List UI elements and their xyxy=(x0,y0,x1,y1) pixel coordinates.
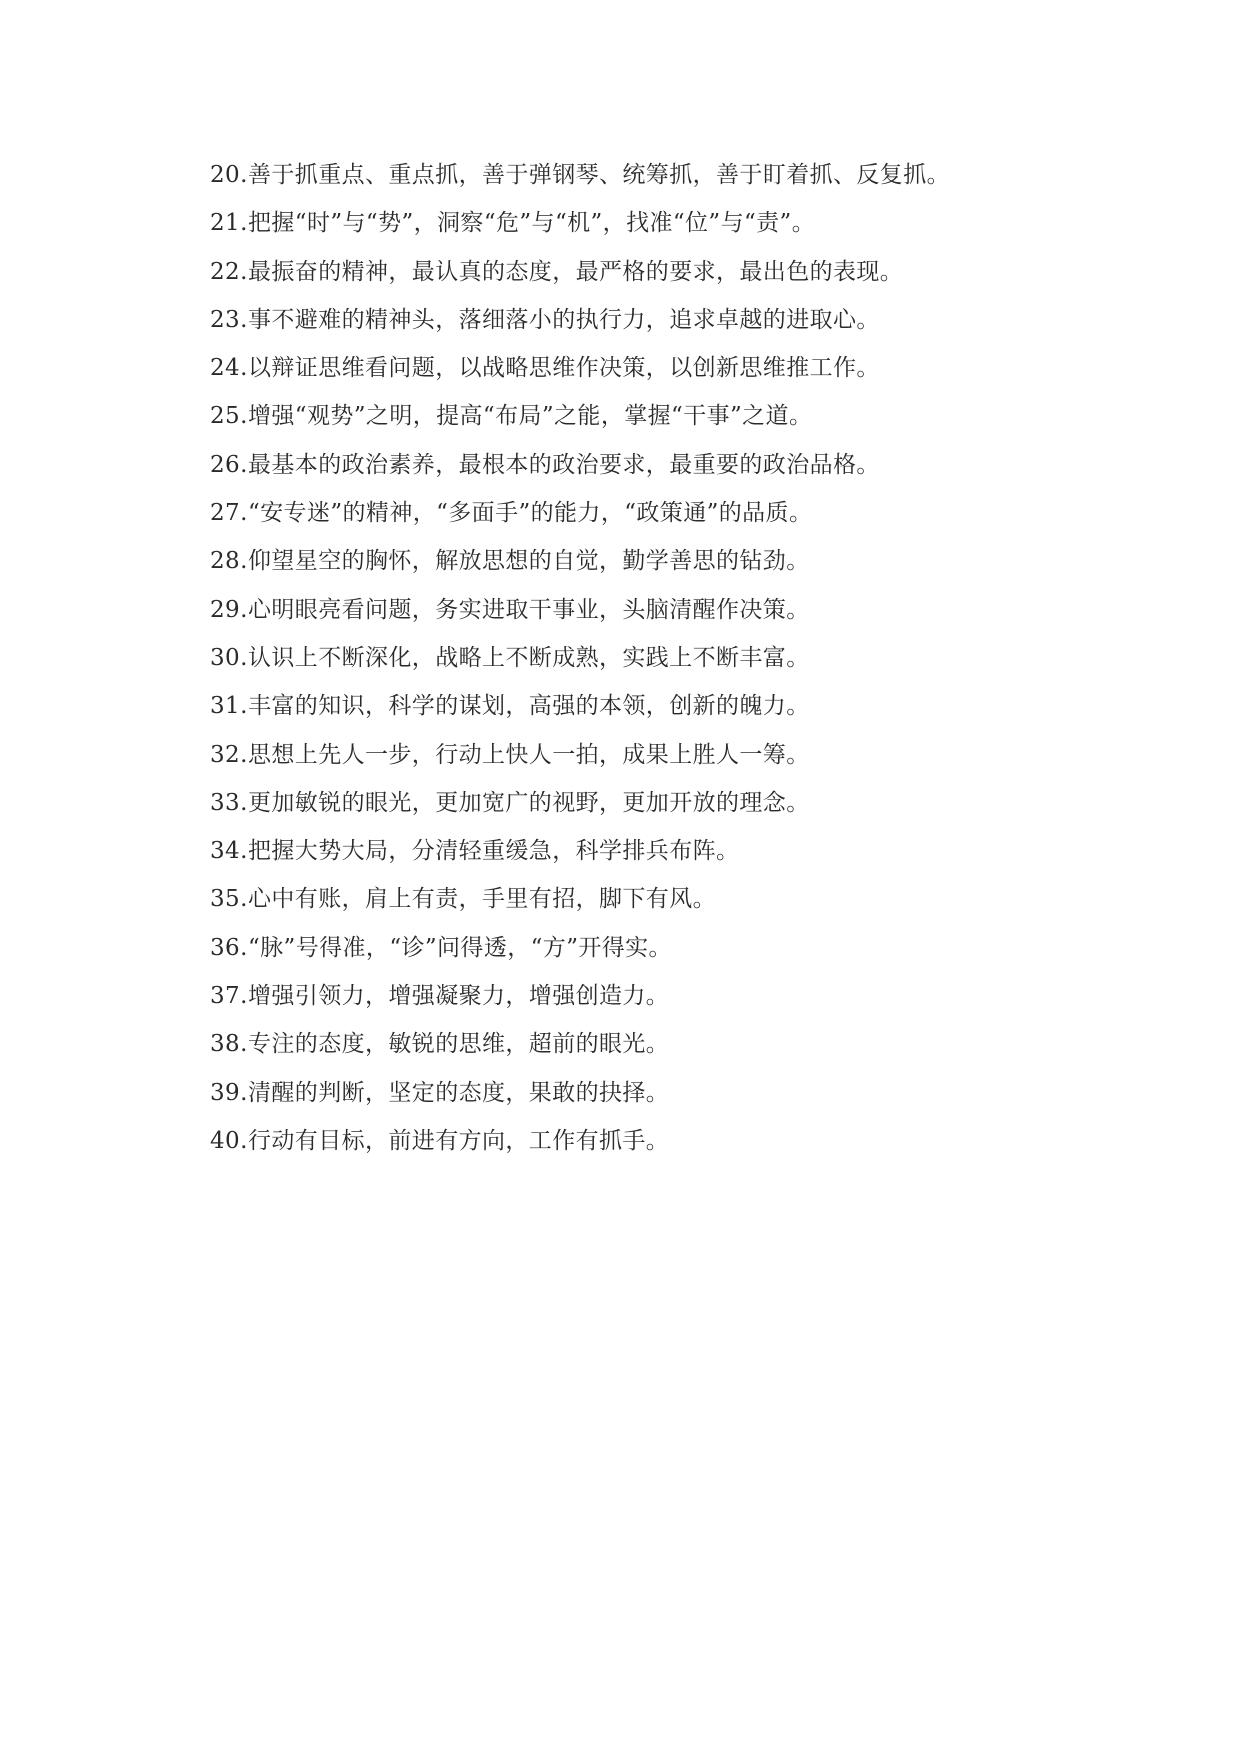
item-number: 38. xyxy=(210,1031,248,1058)
numbered-list xyxy=(210,156,1110,1170)
item-text: 把握大势大局，分清轻重缓急，科学排兵布阵。 xyxy=(248,838,740,865)
item-text: 事不避难的精神头，落细落小的执行力，追求卓越的进取心。 xyxy=(248,306,880,333)
list-item xyxy=(210,1122,1110,1170)
item-text: 增强“观势”之明，提高“布局”之能，掌握“干事”之道。 xyxy=(248,403,813,430)
list-item xyxy=(210,832,1110,880)
item-number: 35. xyxy=(210,886,248,913)
item-text: 善于抓重点、重点抓，善于弹钢琴、统筹抓，善于盯着抓、反复抓。 xyxy=(248,162,950,188)
item-text: 心明眼亮看问题，务实进取干事业，头脑清醒作决策。 xyxy=(248,596,810,623)
item-number: 23. xyxy=(210,306,248,333)
list-item xyxy=(210,591,1110,639)
item-text: 认识上不断深化，战略上不断成熟，实践上不断丰富。 xyxy=(248,644,810,671)
item-text: 把握“时”与“势”，洞察“危”与“机”，找准“位”与“责”。 xyxy=(248,210,816,237)
item-number: 21. xyxy=(210,210,248,237)
item-text: 行动有目标，前进有方向，工作有抓手。 xyxy=(248,1127,670,1154)
list-item xyxy=(210,542,1110,590)
item-number: 34. xyxy=(210,838,248,865)
item-number: 26. xyxy=(210,451,248,478)
item-number: 27. xyxy=(210,500,248,527)
item-text: 最基本的政治素养，最根本的政治要求，最重要的政治品格。 xyxy=(248,451,880,478)
item-number: 36. xyxy=(210,934,248,961)
list-item xyxy=(210,687,1110,735)
item-number: 29. xyxy=(210,596,248,623)
item-text: 最振奋的精神，最认真的态度，最严格的要求，最出色的表现。 xyxy=(248,258,904,285)
item-number: 24. xyxy=(210,355,248,382)
item-number: 25. xyxy=(210,403,248,430)
list-item xyxy=(210,784,1110,832)
list-item xyxy=(210,204,1110,252)
item-number: 30. xyxy=(210,644,248,671)
item-text: 更加敏锐的眼光，更加宽广的视野，更加开放的理念。 xyxy=(248,789,810,816)
item-number: 28. xyxy=(210,548,248,575)
item-text: “脉”号得准，“诊”问得透，“方”开得实。 xyxy=(248,934,672,961)
list-item xyxy=(210,156,1110,204)
item-number: 37. xyxy=(210,983,248,1010)
list-item xyxy=(210,880,1110,928)
item-number: 22. xyxy=(210,258,248,285)
list-item xyxy=(210,446,1110,494)
list-item xyxy=(210,494,1110,542)
item-text: 仰望星空的胸怀，解放思想的自觉，勤学善思的钻劲。 xyxy=(248,548,810,575)
list-item xyxy=(210,929,1110,977)
item-number: 31. xyxy=(210,693,248,720)
item-number: 32. xyxy=(210,741,248,768)
item-text: 丰富的知识，科学的谋划，高强的本领，创新的魄力。 xyxy=(248,693,810,720)
list-item xyxy=(210,639,1110,687)
item-number: 33. xyxy=(210,789,248,816)
item-text: 思想上先人一步，行动上快人一拍，成果上胜人一筹。 xyxy=(248,741,810,768)
list-item xyxy=(210,349,1110,397)
list-item xyxy=(210,397,1110,445)
list-item xyxy=(210,301,1110,349)
list-item xyxy=(210,736,1110,784)
item-text: 增强引领力，增强凝聚力，增强创造力。 xyxy=(248,983,670,1010)
item-text: 专注的态度，敏锐的思维，超前的眼光。 xyxy=(248,1031,670,1058)
list-item xyxy=(210,1074,1110,1122)
item-text: 以辩证思维看问题，以战略思维作决策，以创新思维推工作。 xyxy=(248,355,880,382)
list-item xyxy=(210,1025,1110,1073)
item-text: 心中有账，肩上有责，手里有招，脚下有风。 xyxy=(248,886,716,913)
item-number: 39. xyxy=(210,1079,248,1106)
list-item xyxy=(210,253,1110,301)
list-item xyxy=(210,977,1110,1025)
item-text: “安专迷”的精神，“多面手”的能力，“政策通”的品质。 xyxy=(248,500,813,527)
item-text: 清醒的判断，坚定的态度，果敢的抉择。 xyxy=(248,1079,670,1106)
item-number: 20. xyxy=(210,162,248,188)
item-number: 40. xyxy=(210,1127,248,1154)
